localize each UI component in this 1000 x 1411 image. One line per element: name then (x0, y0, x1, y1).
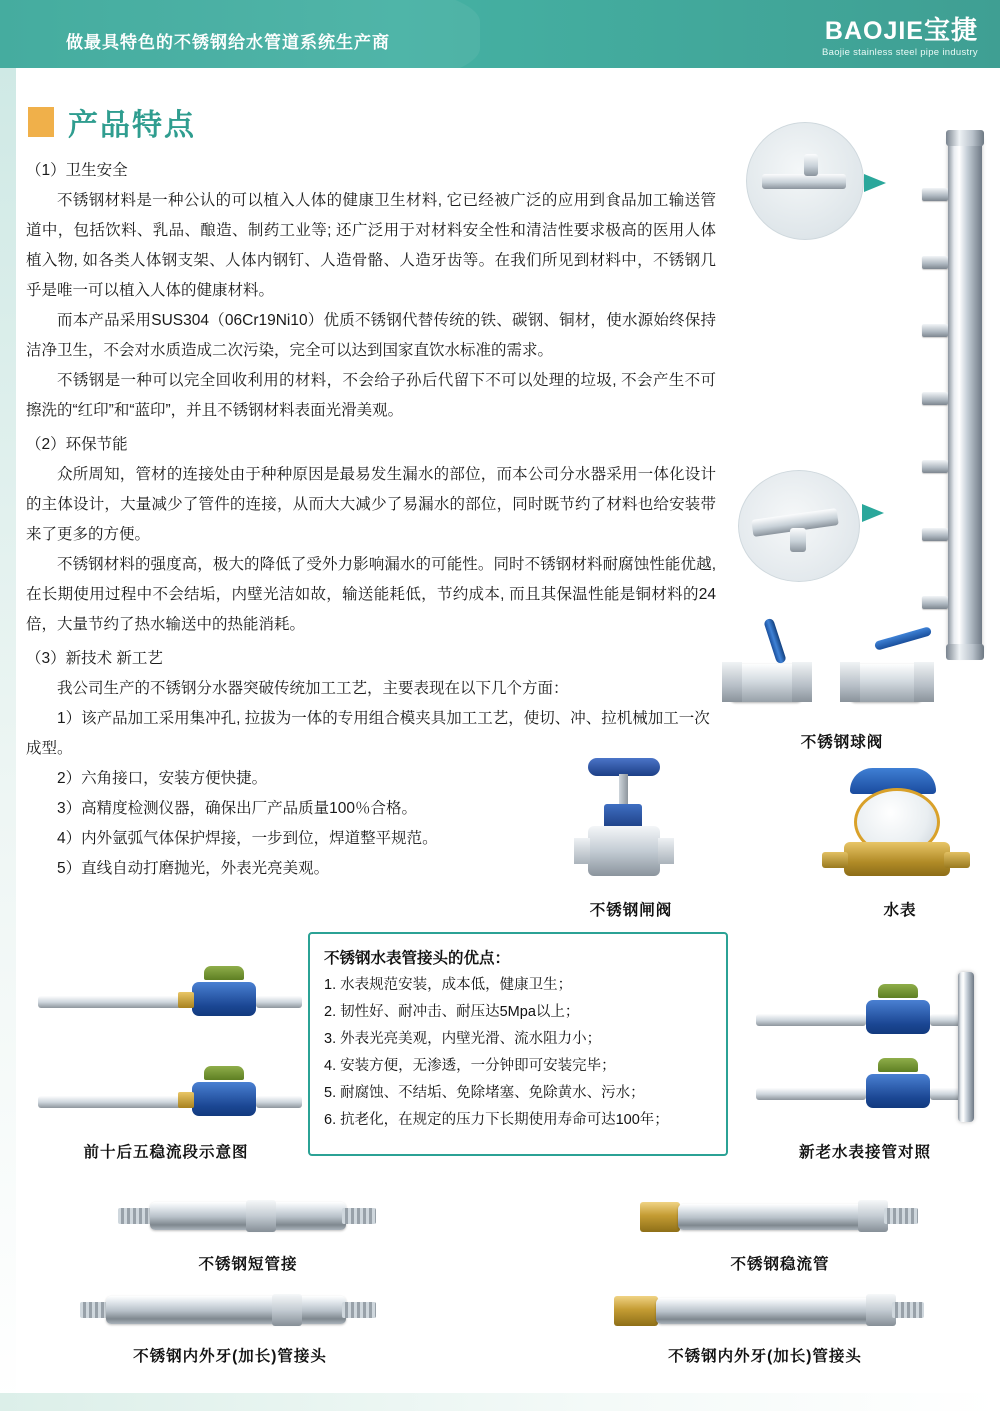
advantages-item-4: 4. 安装方便，无渗透，一分钟即可安装完毕； (324, 1058, 616, 1074)
gate-valve-body (588, 826, 660, 876)
detail-callout-top (744, 120, 866, 242)
detail-branch-top (804, 154, 818, 176)
detail-pipe-top (762, 174, 846, 189)
ball-valve-right-body (850, 664, 922, 702)
manifold-bottom-cap (946, 644, 984, 660)
long-fitting-left-thread-b (342, 1302, 376, 1318)
manifold-branch-1 (922, 188, 948, 201)
list-item-2: 2）六角接口，安装方便快捷。 (57, 770, 268, 787)
water-meter-body (844, 842, 950, 876)
advantages-item-1: 1. 水表规范安装，成本低，健康卫生； (324, 977, 573, 993)
manifold-branch-5 (922, 460, 948, 473)
manifold-branch-3 (922, 324, 948, 337)
ball-valve-left-hex-inlet (722, 662, 742, 702)
manifold-top-cap (946, 130, 984, 146)
gate-valve-stem (619, 774, 628, 808)
logo-wordmark-cn: 宝捷 (923, 15, 978, 45)
gate-valve-photo (566, 758, 696, 898)
caption-gate-valve: 不锈钢闸阀 (589, 902, 673, 919)
gate-valve-outlet (658, 838, 674, 864)
caption-long-fitting-right: 不锈钢内外牙(加长)管接头 (668, 1348, 862, 1365)
list-item-3: 3）高精度检测仪器，确保出厂产品质量100％合格。 (57, 800, 417, 817)
company-logo (822, 16, 978, 58)
comparison-2-meter-top (878, 1058, 918, 1072)
assembly-1-meter-body (192, 982, 256, 1016)
long-fitting-right-photo (614, 1290, 924, 1330)
list-item-1: 1）该产品加工采用集冲孔, 拉拔为一体的专用组合模夹具加工工艺，使切、冲、拉机械加工一次成型。 (26, 710, 710, 757)
detail-branch-bottom (790, 528, 806, 552)
logo-wordmark (822, 16, 978, 45)
assembly-2-outlet-pipe (256, 1096, 302, 1108)
manifold-body (948, 136, 982, 656)
subheading-2: （2）环保节能 (26, 436, 128, 453)
left-edge-decoration (0, 68, 16, 1411)
advantages-title: 不锈钢水表管接头的优点： (324, 950, 511, 967)
meter-comparison-photo (742, 962, 988, 1142)
comparison-1-pipe (756, 1014, 866, 1026)
assembly-1-outlet-pipe (256, 996, 302, 1008)
caption-stabilizer-pipe: 不锈钢稳流管 (730, 1256, 830, 1273)
assembly-2-brass-nut (178, 1092, 194, 1108)
paragraph-3: 不锈钢是一种可以完全回收利用的材料，不会给子孙后代留下不可以处理的垃圾, 不会产生不可擦洗的“红印”和“蓝印”，并且不锈钢材料表面光滑美观。 (26, 372, 716, 419)
list-item-4: 4）内外氩弧气体保护焊接，一步到位，焊道整平规范。 (57, 830, 438, 847)
advantages-item-6: 6. 抗老化，在规定的压力下长期使用寿命可达100年； (324, 1112, 669, 1128)
manifold-branch-6 (922, 528, 948, 541)
header-slogan: 做最具特色的不锈钢给水管道系统生产商 (66, 33, 390, 52)
ball-valve-right-hex-inlet (840, 662, 860, 702)
manifold-branch-4 (922, 392, 948, 405)
callout-arrow-top-icon (864, 174, 886, 192)
long-fitting-right-brass-nut (614, 1296, 658, 1326)
caption-flow-diagram: 前十后五稳流段示意图 (83, 1144, 249, 1161)
section-marker-icon (28, 107, 54, 137)
assembly-1-inlet-pipe (38, 996, 188, 1008)
advantages-item-2: 2. 韧性好、耐冲击、耐压达5Mpa以上； (324, 1004, 580, 1020)
long-fitting-left-hex (272, 1294, 302, 1326)
water-meter-photo (828, 768, 978, 898)
assembly-1-meter-top (204, 966, 244, 980)
water-meter-outlet (944, 852, 970, 868)
stabilizer-body (678, 1204, 864, 1230)
advantages-item-3: 3. 外表光亮美观，内壁光滑、流水阻力小； (324, 1031, 602, 1047)
assembly-2-meter-top (204, 1066, 244, 1080)
comparison-2-meter-body (866, 1074, 930, 1108)
caption-water-meter: 水表 (883, 902, 917, 919)
short-nipple-hex (246, 1200, 276, 1232)
long-fitting-right-thread (892, 1302, 924, 1318)
paragraph-5: 不锈钢材料的强度高，极大的降低了受外力影响漏水的可能性。同时不锈钢材料耐腐蚀性能优越, 在长期使用过程中不会结垢，内壁光洁如故，输送能耗低，节约成本, 而且其保温性能是铜材料的24倍，大量节约了热水输送中的热能消耗。 (26, 556, 716, 633)
logo-tagline: Baojie stainless steel pipe industry (821, 47, 978, 58)
short-nipple-photo (118, 1196, 378, 1236)
ball-valve-right-hex-outlet (914, 662, 934, 702)
comparison-1-meter-body (866, 1000, 930, 1034)
manifold-photo (716, 96, 988, 736)
section-heading (28, 100, 196, 144)
page-title: 产品特点 (68, 109, 196, 142)
short-nipple-left-thread (118, 1208, 152, 1224)
advantages-box (308, 932, 728, 1156)
callout-arrow-bottom-icon (862, 504, 884, 522)
caption-short-nipple: 不锈钢短管接 (198, 1256, 298, 1273)
paragraph-1: 不锈钢材料是一种公认的可以植入人体的健康卫生材料, 它已经被广泛的应用到食品加工输送管道中，包括饮料、乳品、酿造、制药工业等; 还广泛用于对材料安全性和清洁性要求极高的医用人体植入物, 如各类人体钢支架、人体内钢钉、人造骨骼、人造牙齿等。在我们所见到材料中，不锈钢几乎是唯一可以植入人体的健康材料。 (26, 192, 716, 299)
list-item-5: 5）直线自动打磨抛光，外表光亮美观。 (57, 860, 330, 877)
assembly-1-brass-nut (178, 992, 194, 1008)
stabilizer-thread (884, 1208, 918, 1224)
subheading-3: （3）新技术 新工艺 (26, 650, 163, 667)
page-header (0, 0, 1000, 68)
short-nipple-right-thread (342, 1208, 376, 1224)
paragraph-6: 我公司生产的不锈钢分水器突破传统加工工艺，主要表现在以下几个方面： (57, 680, 569, 697)
comparison-manifold (958, 972, 974, 1122)
ball-valve-left-hex-outlet (792, 662, 812, 702)
caption-long-fitting-left: 不锈钢内外牙(加长)管接头 (133, 1348, 327, 1365)
caption-ball-valve: 不锈钢球阀 (800, 734, 884, 751)
advantages-item-5: 5. 耐腐蚀、不结垢、免除堵塞、免除黄水、污水； (324, 1085, 645, 1101)
long-fitting-left-photo (80, 1290, 380, 1330)
long-fitting-left-body (106, 1296, 346, 1324)
flow-section-diagram (28, 938, 304, 1158)
paragraph-4: 众所周知，管材的连接处由于种种原因是最易发生漏水的部位，而本公司分水器采用一体化设计的主体设计，大量减少了管件的连接，从而大大减少了易漏水的部位，同时既节约了材料也给安装带来了更多的方便。 (26, 466, 716, 543)
comparison-1-meter-top (878, 984, 918, 998)
gate-valve-inlet (574, 838, 590, 864)
logo-wordmark-en: BAOJIE (824, 17, 924, 45)
water-meter-inlet (822, 852, 848, 868)
manifold-branch-7 (922, 596, 948, 609)
stabilizer-brass-nut (640, 1202, 680, 1232)
paragraph-2: 而本产品采用SUS304（06Cr19Ni10）优质不锈钢代替传统的铁、碳钢、铜材，使水源始终保持洁净卫生，不会对水质造成二次污染，完全可以达到国家直饮水标准的需求。 (26, 312, 716, 359)
comparison-2-pipe (756, 1088, 866, 1100)
long-fitting-right-body (656, 1298, 872, 1324)
caption-meter-comparison: 新老水表接管对照 (798, 1144, 931, 1161)
assembly-2-inlet-pipe (38, 1096, 188, 1108)
detail-callout-bottom (736, 468, 862, 584)
stabilizer-pipe-photo (640, 1196, 920, 1236)
manifold-branch-2 (922, 256, 948, 269)
assembly-2-meter-body (192, 1082, 256, 1116)
bottom-edge-decoration (0, 1393, 1000, 1411)
subheading-1: （1）卫生安全 (26, 162, 128, 179)
